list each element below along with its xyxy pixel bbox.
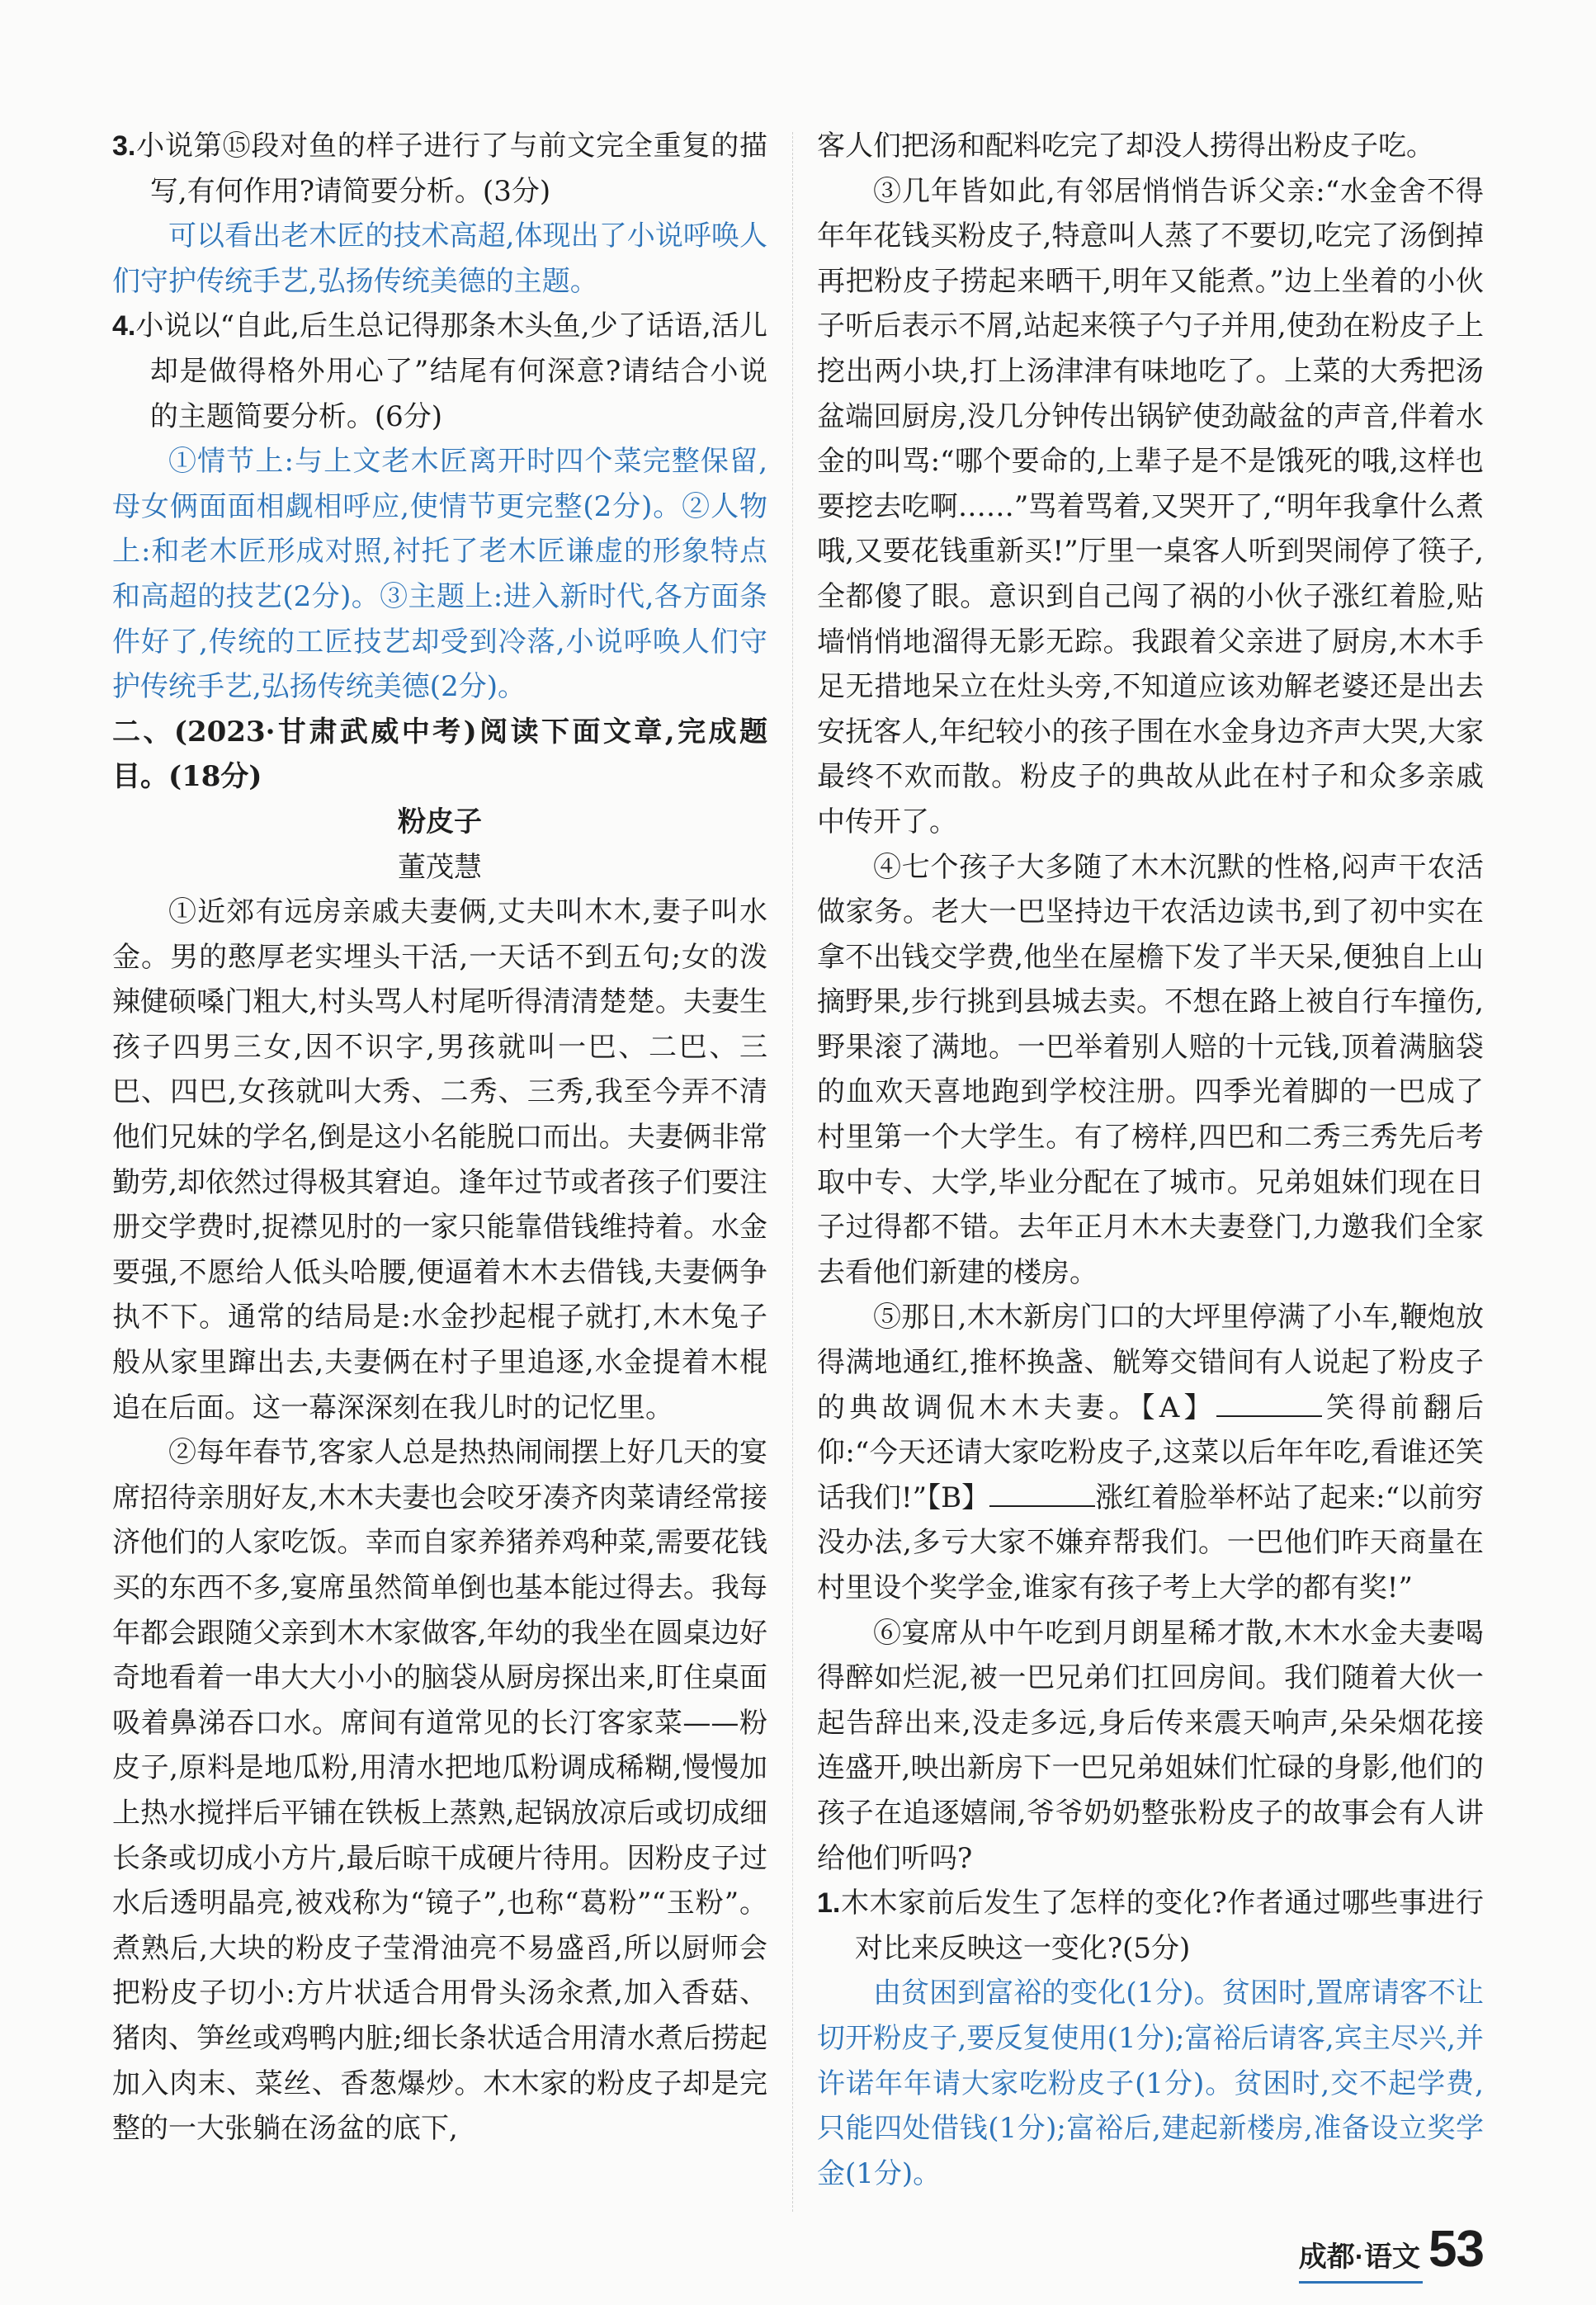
paragraph-5-part-b: 笑得前翻后仰:“今天还请大家吃粉皮子,这菜以后年年吃,看谁还笑话我们!”【B】 [817,1391,1484,1514]
answer-4: ①情节上:与上文老木匠离开时四个菜完整保留,母女俩面面相觑相呼应,使情节更完整(2分)。②人物上:和老木匠形成对照,衬托了老木匠谦虚的形象特点和高超的技艺(2分)。③主题上:进入新时代,各方面条件好了,传统的工匠技艺却受到冷落,小说呼唤人们守护传统手艺,弘扬传统美德(2分)。 [112,445,767,704]
footer-underline [1299,2281,1423,2284]
question-3 [112,124,767,214]
fill-blank-b[interactable] [989,1477,1095,1507]
article-title: 粉皮子 [398,805,482,838]
paragraph-5-part-c: 涨红着脸举杯站了起来:“以前穷没办法,多亏大家不嫌弃帮我们。一巴他们昨天商量在村里设个奖学金,谁家有孩子考上大学的都有奖!” [817,1481,1484,1604]
left-column [112,124,767,2151]
article-author: 董茂慧 [398,850,482,884]
answer-1: 由贫困到富裕的变化(1分)。贫困时,置席请客不让切开粉皮子,要反复使用(1分);富裕后请客,宾主尽兴,并许诺年年请大家吃粉皮子(1分)。贫困时,交不起学费,只能四处借钱(1分);富裕后,建起新楼房,准备设立奖学金(1分)。 [817,1977,1484,2190]
paragraph-6: ⑥宴席从中午吃到月朗星稀才散,木木水金夫妻喝得醉如烂泥,被一巴兄弟们扛回房间。我们随着大伙一起告辞出来,没走多远,身后传来震天响声,朵朵烟花接连盛开,映出新房下一巴兄弟姐妹们忙碌的身影,他们的孩子在追逐嬉闹,爷爷奶奶整张粉皮子的故事会有人讲给他们听吗? [817,1616,1484,1875]
column-divider [792,132,793,2212]
question-1 [817,1881,1484,1971]
section-heading: 二、(2023·甘肃武威中考)阅读下面文章,完成题目。(18分) [112,715,767,794]
question-text: 小说第⑮段对鱼的样子进行了与前文完全重复的描写,有何作用?请简要分析。(3分) [135,130,767,208]
paragraph-5 [817,1295,1484,1610]
question-number: 1. [817,1887,841,1920]
paragraph-2-continued: 客人们把汤和配料吃完了却没人捞得出粉皮子吃。 [817,130,1434,163]
page-footer [1299,2220,1484,2279]
paragraph-1: ①近郊有远房亲戚夫妻俩,丈夫叫木木,妻子叫水金。男的憨厚老实埋头干活,一天话不到五句;女的泼辣健硕嗓门粗大,村头骂人村尾听得清清楚楚。夫妻生孩子四男三女,因不识字,男孩就叫一巴、二巴、三巴、四巴,女孩就叫大秀、二秀、三秀,我至今弄不清他们兄妹的学名,倒是这小名能脱口而出。夫妻俩非常勤劳,却依然过得极其窘迫。逢年过节或者孩子们要注册交学费时,捉襟见肘的一家只能靠借钱维持着。水金要强,不愿给人低头哈腰,便逼着木木去借钱,夫妻俩争执不下。通常的结局是:水金抄起棍子就打,木木兔子般从家里蹿出去,夫妻俩在村子里追逐,水金提着木棍追在后面。这一幕深深刻在我儿时的记忆里。 [112,895,767,1424]
question-4 [112,304,767,439]
paragraph-3: ③几年皆如此,有邻居悄悄告诉父亲:“水金舍不得年年花钱买粉皮子,特意叫人蒸了不要切,吃完了汤倒掉再把粉皮子捞起来晒干,明年又能煮。”边上坐着的小伙子听后表示不屑,站起来筷子勺子并用,使劲在粉皮子上挖出两小块,打上汤津津有味地吃了。上菜的大秀把汤盆端回厨房,没几分钟传出锅铲使劲敲盆的声音,伴着水金的叫骂:“哪个要命的,上辈子是不是饿死的哦,这样也要挖去吃啊……”骂着骂着,又哭开了,“明年我拿什么煮哦,又要花钱重新买!”厅里一桌客人听到哭闹停了筷子,全都傻了眼。意识到自己闯了祸的小伙子涨红着脸,贴墙悄悄地溜得无影无踪。我跟着父亲进了厨房,木木手足无措地呆立在灶头旁,不知道应该劝解老婆还是出去安抚客人,年纪较小的孩子围在水金身边齐声大哭,大家最终不欢而散。粉皮子的典故从此在村子和众多亲戚中传开了。 [817,174,1484,838]
question-number: 4. [112,310,136,342]
question-text: 小说以“自此,后生总记得那条木头鱼,少了话语,活儿却是做得格外用心了”结尾有何深意?请结合小说的主题简要分析。(6分) [135,309,767,433]
page-number: 53 [1428,2221,1484,2278]
question-number: 3. [112,130,136,162]
answer-3: 可以看出老木匠的技术高超,体现出了小说呼唤人们守护传统手艺,弘扬传统美德的主题。 [112,220,767,298]
right-column [817,124,1484,2196]
subject-label: 成都·语文 [1298,2241,1421,2273]
paragraph-5-part-a: ⑤那日,木木新房门口的大坪里停满了小车,鞭炮放得满地通红,推杯换盏、觥筹交错间有人说起了粉皮子的典故调侃木木夫妻。【A】 [817,1301,1484,1424]
paragraph-4: ④七个孩子大多随了木木沉默的性格,闷声干农活做家务。老大一巴坚持边干农活边读书,到了初中实在拿不出钱交学费,他坐在屋檐下发了半天呆,便独自上山摘野果,步行挑到县城去卖。不想在路上被自行车撞伤,野果滚了满地。一巴举着别人赔的十元钱,顶着满脑袋的血欢天喜地跑到学校注册。四季光着脚的一巴成了村里第一个大学生。有了榜样,四巴和二秀三秀先后考取中专、大学,毕业分配在了城市。兄弟姐妹们现在日子过得都不错。去年正月木木夫妻登门,力邀我们全家去看他们新建的楼房。 [817,850,1484,1289]
fill-blank-a[interactable] [1216,1387,1322,1417]
question-text: 木木家前后发生了怎样的变化?作者通过哪些事进行对比来反映这一变化?(5分) [840,1887,1484,1965]
paragraph-2: ②每年春节,客家人总是热热闹闹摆上好几天的宴席招待亲朋好友,木木夫妻也会咬牙凑齐肉菜请经常接济他们的人家吃饭。幸而自家养猪养鸡种菜,需要花钱买的东西不多,宴席虽然简单倒也基本能过得去。我每年都会跟随父亲到木木家做客,年幼的我坐在圆桌边好奇地看着一串大大小小的脑袋从厨房探出来,盯住桌面吸着鼻涕吞口水。席间有道常见的长汀客家菜——粉皮子,原料是地瓜粉,用清水把地瓜粉调成稀糊,慢慢加上热水搅拌后平铺在铁板上蒸熟,起锅放凉后或切成细长条或切成小方片,最后晾干成硬片待用。因粉皮子过水后透明晶亮,被戏称为“镜子”,也称“葛粉”“玉粉”。煮熟后,大块的粉皮子莹滑油亮不易盛舀,所以厨师会把粉皮子切小:方片状适合用骨头汤汆煮,加入香菇、猪肉、笋丝或鸡鸭内脏;细长条状适合用清水煮后捞起加入肉末、菜丝、香葱爆炒。木木家的粉皮子却是完整的一大张躺在汤盆的底下, [112,1436,767,2146]
